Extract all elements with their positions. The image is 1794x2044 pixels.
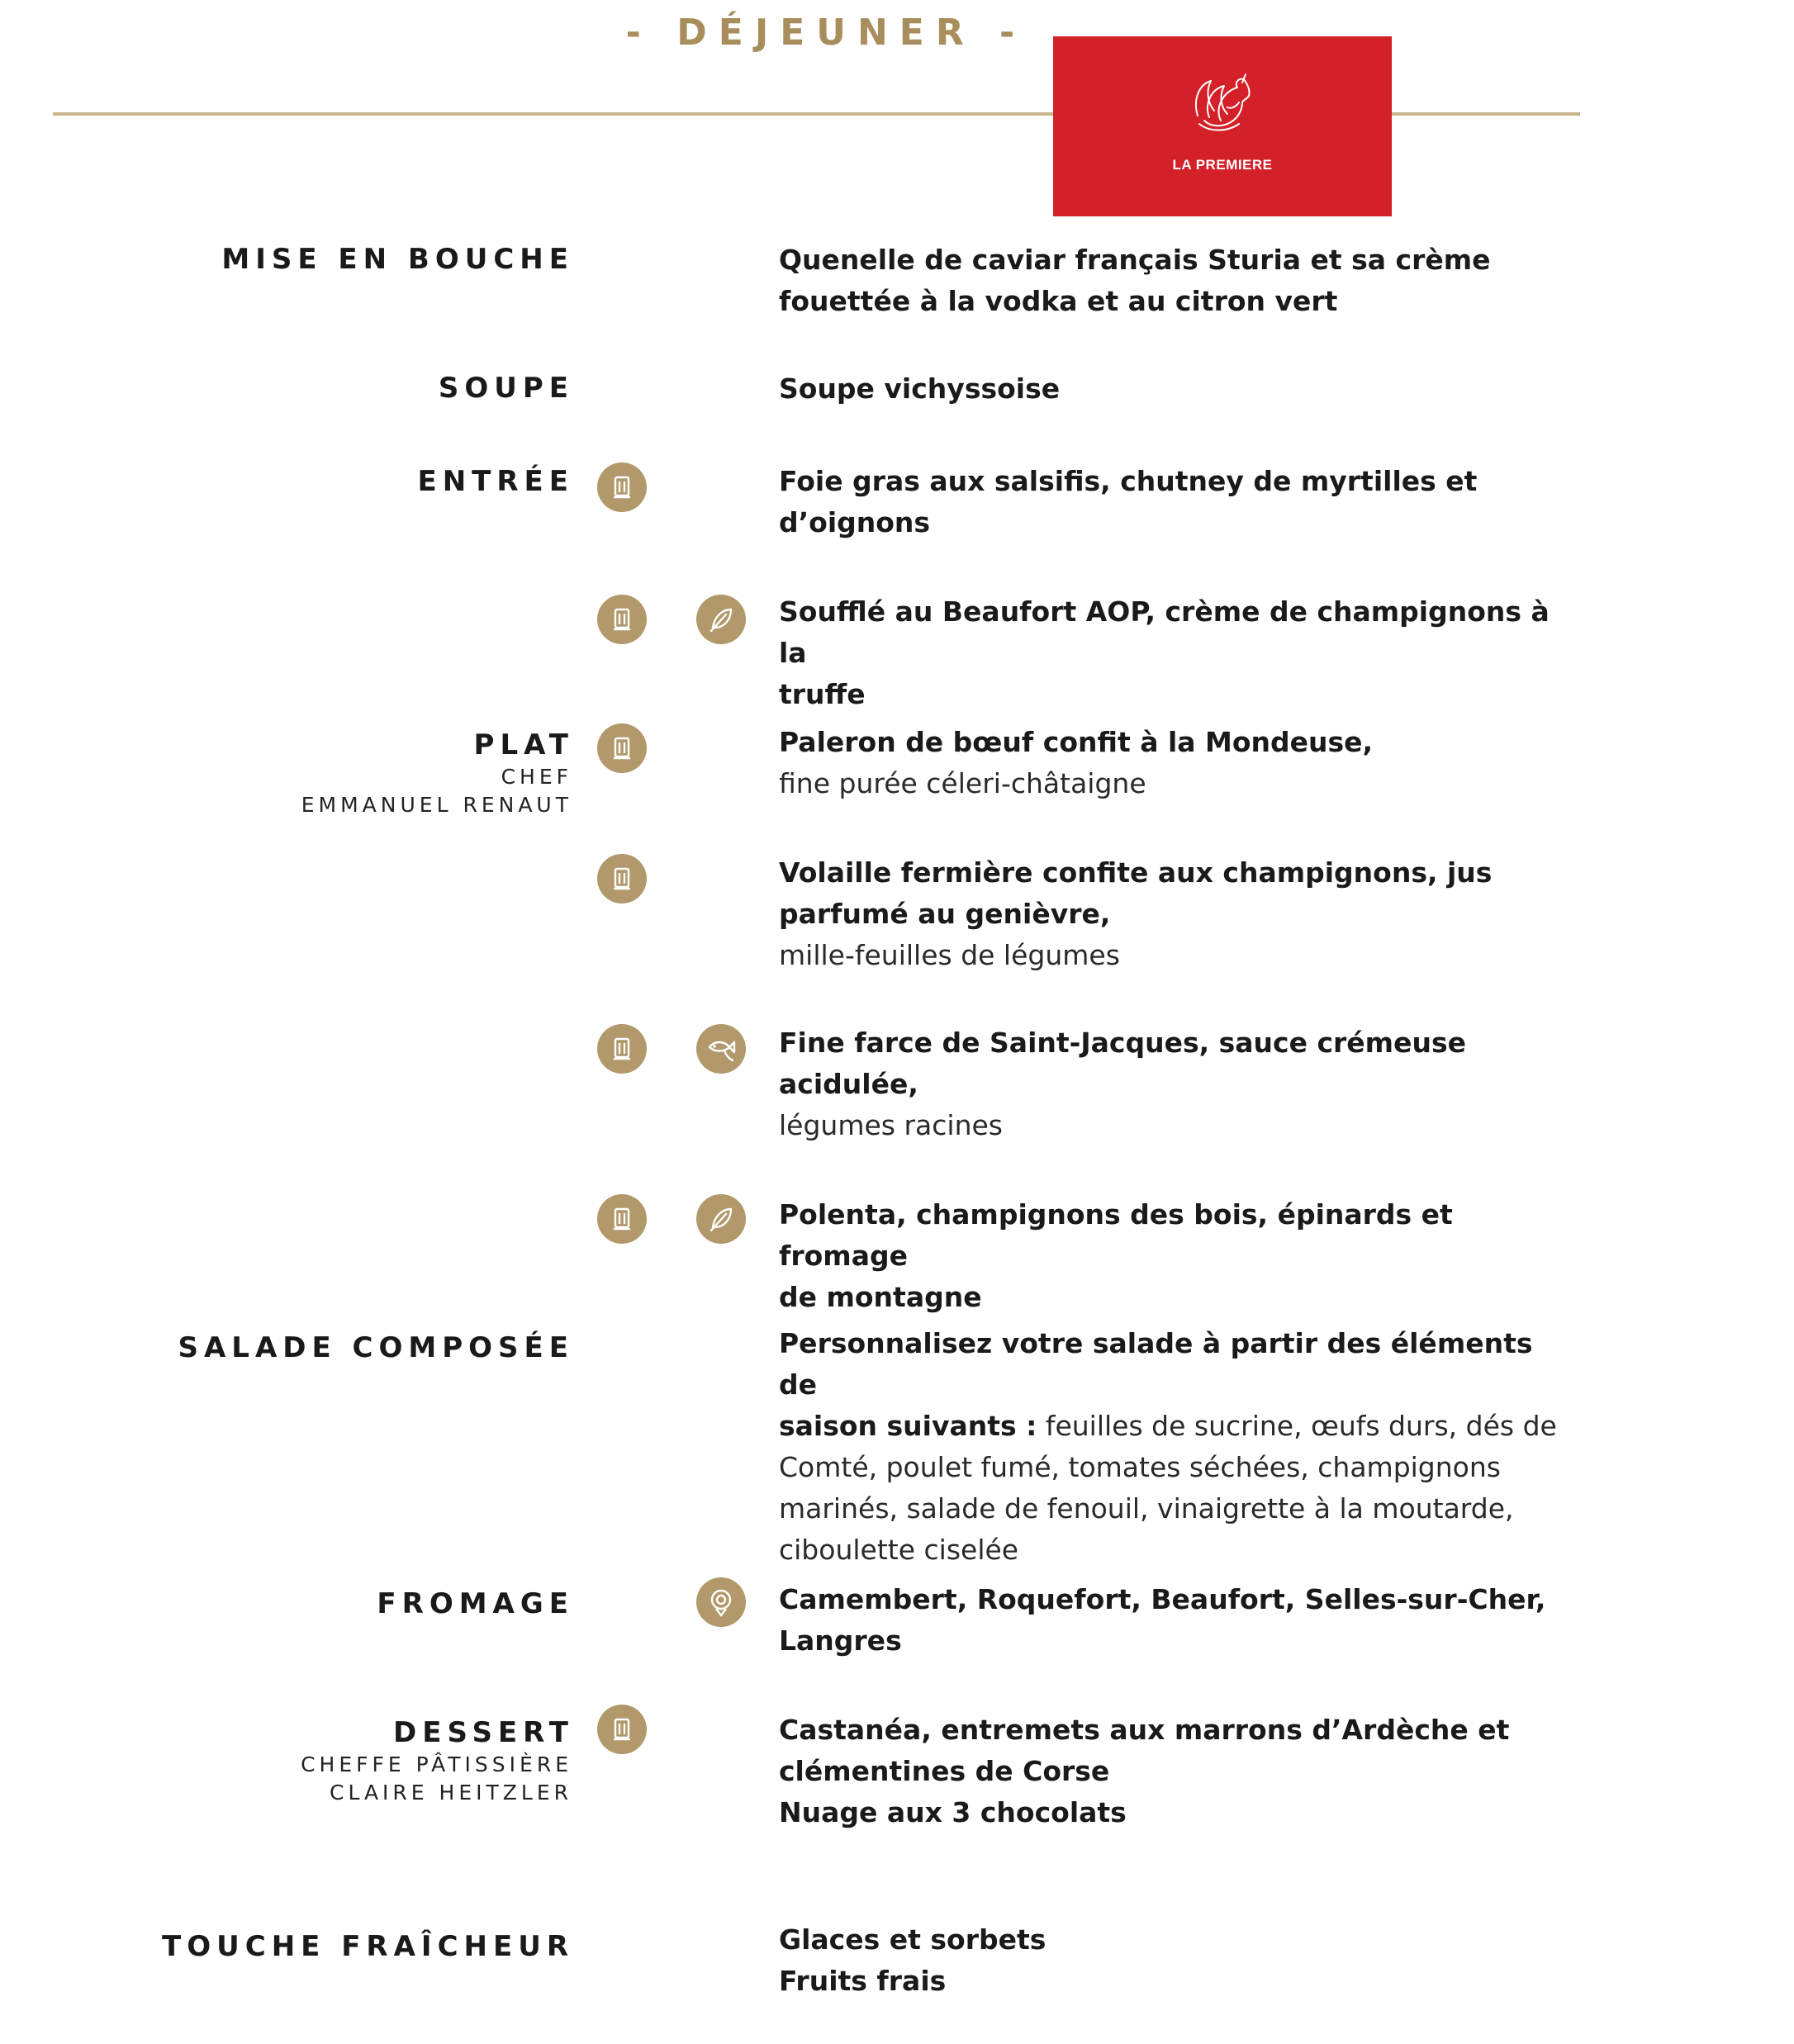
dish-garnish: légumes racines [779, 1109, 1003, 1141]
chef-title: CHEF [501, 765, 572, 789]
section-title: MISE EN BOUCHE [221, 243, 574, 276]
leaf-icon [696, 595, 746, 644]
chef-name: CLAIRE HEITZLER [329, 1781, 572, 1805]
dish-line: fouettée à la vodka et au citron vert [779, 285, 1338, 317]
section-touche-fraicheur [162, 1928, 574, 1965]
section-title: SALADE COMPOSÉE [178, 1331, 574, 1364]
chef-hat-icon [597, 723, 647, 773]
dish-line: marinés, salade de fenouil, vinaigrette à la moutarde, [779, 1492, 1514, 1525]
horse-emblem-icon [1181, 66, 1264, 140]
section-mise-en-bouche [221, 241, 574, 277]
dish-line: Castanéa, entremets aux marrons d’Ardèche et [779, 1714, 1510, 1746]
dish-plat-paleron [779, 722, 1572, 804]
chef-hat-icon [597, 854, 647, 903]
section-dessert [301, 1714, 574, 1807]
section-title: DESSERT [393, 1716, 574, 1749]
dish-line: clémentines de Corse [779, 1755, 1110, 1787]
dish-garnish: fine purée céleri-châtaigne [779, 767, 1146, 799]
section-fromage [377, 1586, 574, 1622]
dish-salade [779, 1323, 1572, 1571]
menu-title: - DÉJEUNER - [625, 12, 1027, 54]
dish-line: d’oignons [779, 506, 931, 538]
dish-line: Nuage aux 3 chocolats [779, 1796, 1127, 1828]
section-title: FROMAGE [377, 1587, 574, 1620]
dish-line: acidulée, [779, 1068, 918, 1100]
dish-line: Comté, poulet fumé, tomates séchées, champignons [779, 1451, 1501, 1483]
dish-line [779, 1406, 1572, 1447]
chef-hat-icon [597, 462, 647, 512]
dish-line: Volaille fermière confite aux champignons, jus [779, 856, 1493, 889]
dish-garnish: mille-feuilles de légumes [779, 939, 1120, 971]
dish-line: Personnalisez votre salade à partir des éléments de [779, 1327, 1533, 1401]
dish-line: Soupe vichyssoise [779, 372, 1061, 405]
dish-soupe [779, 368, 1572, 410]
fish-icon [696, 1024, 746, 1074]
dish-line: Glaces et sorbets [779, 1923, 1046, 1956]
dish-entree-foie-gras [779, 461, 1572, 543]
dish-line: Soufflé au Beaufort AOP, crème de champignons à la [779, 595, 1550, 669]
section-title: ENTRÉE [417, 465, 574, 498]
dish-line: ciboulette ciselée [779, 1534, 1019, 1566]
dish-line: Langres [779, 1624, 902, 1657]
dish-line: Polenta, champignons des bois, épinards et fromage [779, 1198, 1453, 1272]
cheese-origin-icon [696, 1577, 746, 1627]
chef-hat-icon [597, 1024, 647, 1074]
section-entree [417, 463, 574, 500]
dish-plat-polenta [779, 1194, 1572, 1318]
dish-line: Fruits frais [779, 1965, 947, 1997]
dish-plat-saint-jacques [779, 1022, 1572, 1146]
dish-line-bold: saison suivants : [779, 1410, 1037, 1442]
leaf-icon [696, 1194, 746, 1244]
dish-line: Camembert, Roquefort, Beaufort, Selles-sur-Cher, [779, 1583, 1546, 1615]
logo-text: LA PREMIERE [1172, 157, 1273, 173]
dish-mise-en-bouche [779, 239, 1572, 322]
chef-hat-icon [597, 1194, 647, 1244]
dish-line: parfumé au genièvre, [779, 898, 1111, 930]
dish-fromage [779, 1579, 1572, 1662]
dish-dessert [779, 1710, 1572, 1833]
chef-title: CHEFFE PÂTISSIÈRE [301, 1752, 572, 1776]
section-plat [301, 727, 574, 819]
chef-hat-icon [597, 595, 647, 644]
section-title: TOUCHE FRAÎCHEUR [162, 1930, 574, 1963]
dish-line-rest: feuilles de sucrine, œufs durs, dés de [1037, 1410, 1557, 1442]
section-title: SOUPE [438, 372, 574, 405]
section-title: PLAT [473, 728, 574, 761]
dish-entree-souffle [779, 591, 1572, 715]
dish-line: Foie gras aux salsifis, chutney de myrtilles et [779, 465, 1478, 497]
section-salade [178, 1330, 574, 1366]
chef-name: EMMANUEL RENAUT [301, 793, 572, 817]
section-soupe [438, 370, 574, 406]
dish-line: Paleron de bœuf confit à la Mondeuse, [779, 726, 1374, 758]
la-premiere-logo [1053, 36, 1392, 216]
dish-plat-volaille [779, 852, 1572, 976]
dish-line: truffe [779, 678, 866, 710]
dish-touche-fraicheur [779, 1919, 1572, 2002]
dish-line: Fine farce de Saint-Jacques, sauce crémeuse [779, 1027, 1466, 1059]
dish-line: Quenelle de caviar français Sturia et sa crème [779, 244, 1491, 276]
dish-line: de montagne [779, 1281, 982, 1313]
chef-hat-icon [597, 1705, 647, 1754]
